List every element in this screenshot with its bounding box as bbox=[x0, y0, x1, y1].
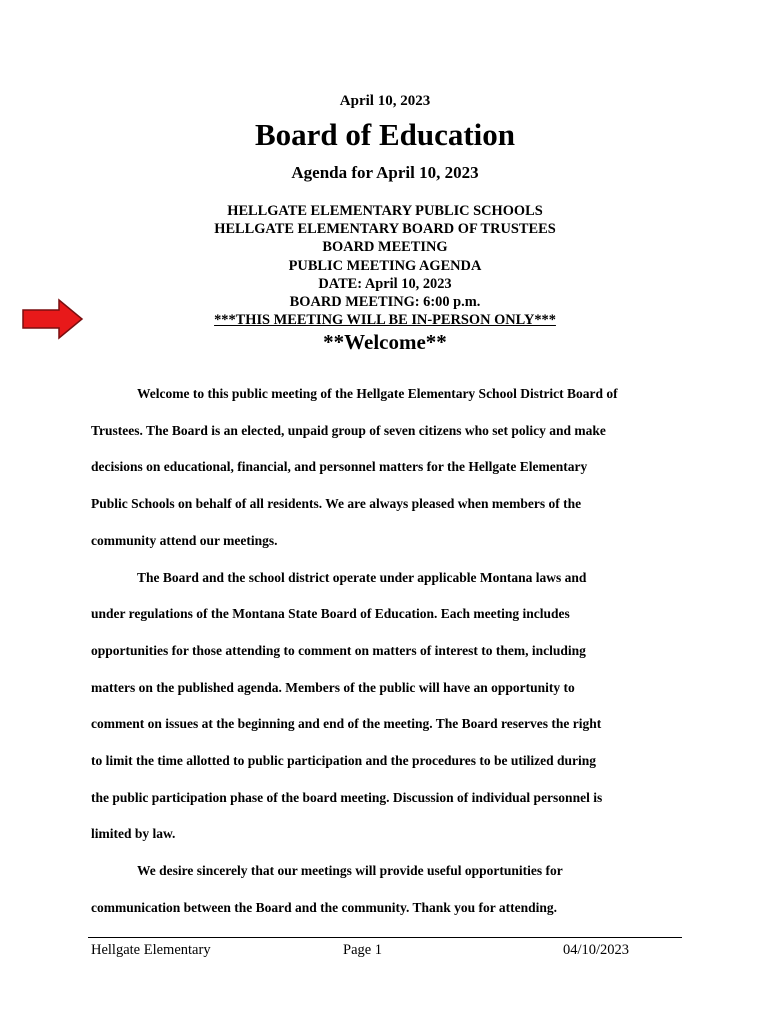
paragraph-line: Welcome to this public meeting of the Hellgate Elementary School District Board of bbox=[137, 386, 618, 401]
paragraph-closing bbox=[91, 853, 681, 926]
paragraph-line: limited by law. bbox=[91, 826, 176, 842]
info-line-agenda: PUBLIC MEETING AGENDA bbox=[288, 257, 482, 274]
info-line-school: HELLGATE ELEMENTARY PUBLIC SCHOOLS bbox=[227, 203, 543, 219]
paragraph-line: Public Schools on behalf of all residents. We are always pleased when members of the bbox=[91, 496, 582, 512]
paragraph-line: to limit the time allotted to public participation and the procedures to be utilized during bbox=[91, 753, 596, 769]
info-line-time: BOARD MEETING: 6:00 p.m. bbox=[289, 294, 481, 311]
info-line-date: DATE: April 10, 2023 bbox=[318, 275, 452, 292]
meeting-info-block bbox=[0, 202, 770, 329]
paragraph-line: The Board and the school district operate under applicable Montana laws and bbox=[137, 569, 587, 585]
paragraph-line: Trustees. The Board is an elected, unpaid group of seven citizens who set policy and make bbox=[91, 422, 606, 438]
paragraph-line: under regulations of the Montana State Board of Education. Each meeting includes bbox=[91, 606, 570, 622]
paragraph-line: decisions on educational, financial, and personnel matters for the Hellgate Elementary bbox=[91, 459, 588, 475]
welcome-heading: **Welcome** bbox=[323, 330, 447, 354]
welcome-body bbox=[91, 376, 681, 927]
footer-school-name: Hellgate Elementary bbox=[91, 942, 211, 958]
paragraph-line: communication between the Board and the community. Thank you for attending. bbox=[91, 899, 558, 915]
footer-page-number: Page 1 bbox=[343, 942, 383, 958]
paragraph-laws bbox=[91, 560, 681, 854]
footer-date: 04/10/2023 bbox=[563, 942, 630, 958]
in-person-notice-text: ***THIS MEETING WILL BE IN-PERSON ONLY*** bbox=[214, 312, 556, 329]
paragraph-line: community attend our meetings. bbox=[91, 532, 278, 548]
agenda-subtitle: Agenda for April 10, 2023 bbox=[291, 163, 479, 182]
paragraph-line: matters on the published agenda. Members of the public will have an opportunity to bbox=[91, 679, 575, 695]
paragraph-line: comment on issues at the beginning and end of the meeting. The Board reserves the right bbox=[91, 716, 602, 732]
info-line-meeting: BOARD MEETING bbox=[322, 239, 448, 256]
paragraph-line: the public participation phase of the board meeting. Discussion of individual personnel is bbox=[91, 789, 603, 805]
info-line-board: HELLGATE ELEMENTARY BOARD OF TRUSTEES bbox=[214, 221, 556, 238]
footer-divider bbox=[88, 937, 682, 938]
paragraph-intro bbox=[91, 376, 681, 560]
paragraph-line: We desire sincerely that our meetings will provide useful opportunities for bbox=[137, 863, 563, 879]
header-date: April 10, 2023 bbox=[339, 93, 431, 109]
page-title: Board of Education bbox=[254, 117, 516, 152]
paragraph-line: opportunities for those attending to comment on matters of interest to them, including bbox=[91, 642, 586, 658]
info-line-in-person-notice bbox=[0, 311, 770, 329]
